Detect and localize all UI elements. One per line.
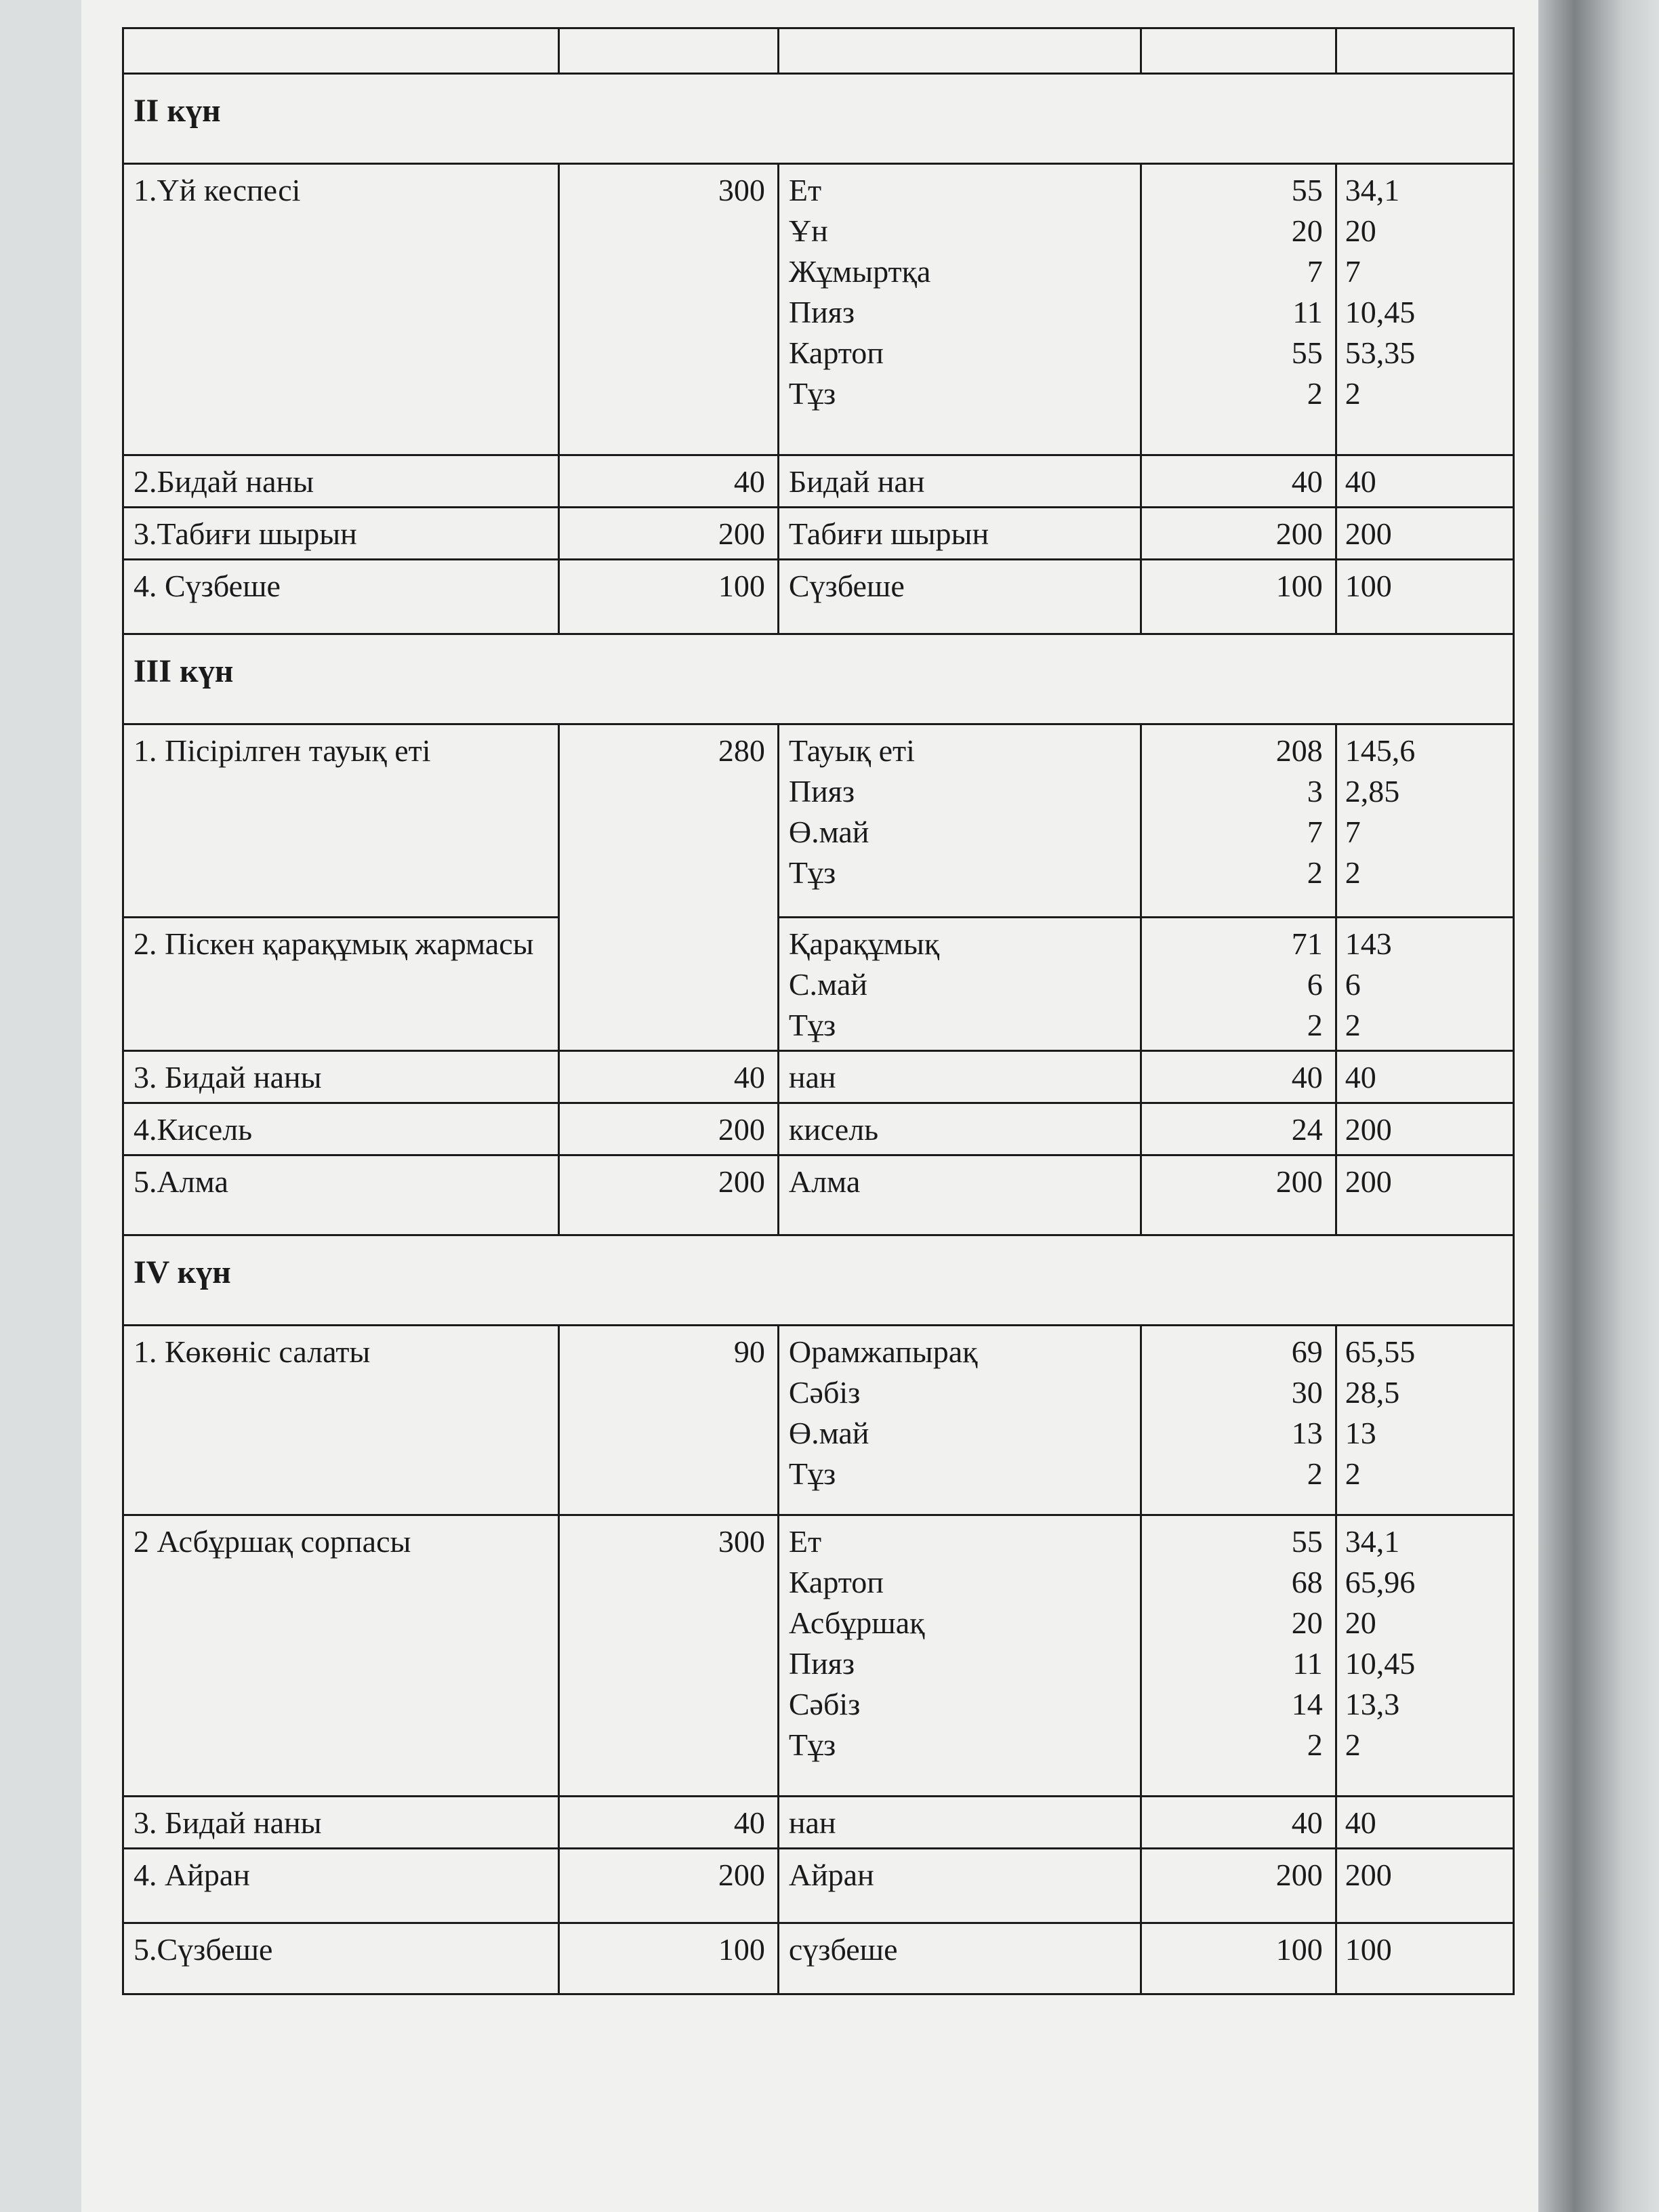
ingredient-line: Сүзбеше: [788, 569, 905, 603]
dish-row: [123, 1155, 1514, 1235]
ingredient-line: Жұмыртқа: [788, 254, 931, 289]
gross-weight: [1141, 1797, 1336, 1849]
ingredient-line: Тұз: [788, 1456, 836, 1491]
net-weight-line: 34,1: [1345, 173, 1400, 207]
ingredient-line: Ұн: [788, 213, 828, 248]
net-weight-line: 2: [1345, 1456, 1361, 1491]
gross-weight-line: 24: [1291, 1112, 1323, 1147]
portion-value: 200: [558, 1103, 778, 1155]
gross-weight: [1141, 455, 1336, 508]
net-weight: [1336, 918, 1513, 1051]
gross-weight: [1141, 724, 1336, 918]
dish-row: [123, 455, 1514, 508]
portion-value: 200: [558, 1155, 778, 1235]
gross-weight-line: 2: [1307, 1456, 1323, 1491]
ingredient-line: Пияз: [788, 774, 855, 808]
gross-weight-line: 7: [1307, 815, 1323, 849]
gross-weight-line: 55: [1291, 1524, 1323, 1559]
gross-weight-line: 2: [1307, 1008, 1323, 1042]
gross-weight: [1141, 1849, 1336, 1923]
dish-row: [123, 1797, 1514, 1849]
net-weight-line: 145,6: [1345, 733, 1416, 768]
portion-value: 300: [558, 1515, 778, 1797]
gross-weight-line: 68: [1291, 1565, 1323, 1599]
dish-row: [123, 1103, 1514, 1155]
gross-weight: [1141, 1515, 1336, 1797]
gross-weight-line: 100: [1275, 1932, 1323, 1967]
gross-weight-line: 30: [1291, 1375, 1323, 1410]
net-weight-line: 143: [1345, 926, 1392, 961]
gross-weight-line: 40: [1291, 464, 1323, 499]
gross-weight-line: 6: [1307, 967, 1323, 1002]
gross-weight-line: 3: [1307, 774, 1323, 808]
gross-weight: [1141, 508, 1336, 560]
net-weight: [1336, 1515, 1513, 1797]
ingredient-line: С.май: [788, 967, 867, 1002]
dish-name: 2.Бидай наны: [123, 455, 559, 508]
net-weight-line: 7: [1345, 254, 1361, 289]
gross-weight: [1141, 1051, 1336, 1103]
net-weight: [1336, 455, 1513, 508]
gross-weight: [1141, 1155, 1336, 1235]
dish-row: [123, 1849, 1514, 1923]
gross-weight-line: 100: [1275, 569, 1323, 603]
ingredient-line: Пияз: [788, 1646, 855, 1681]
ingredient: [778, 1849, 1141, 1923]
header-cell: [1336, 28, 1513, 74]
dish-name: 4. Сүзбеше: [123, 560, 559, 634]
gross-weight-line: 14: [1291, 1687, 1323, 1721]
ingredient-line: Ө.май: [788, 1416, 869, 1450]
ingredient: [778, 455, 1141, 508]
gross-weight-line: 7: [1307, 254, 1323, 289]
gross-weight: [1141, 560, 1336, 634]
dish-row: [123, 164, 1514, 455]
portion-value: 200: [558, 1849, 778, 1923]
dish-name: 1. Көкөніс салаты: [123, 1326, 559, 1515]
ingredient-line: Ет: [788, 1524, 822, 1559]
dish-row: [123, 1326, 1514, 1515]
gross-weight-line: 55: [1291, 173, 1323, 207]
portion-value: 280: [558, 724, 778, 1051]
scan-edge-shadow: [1538, 0, 1659, 2212]
dish-name: 3. Бидай наны: [123, 1797, 559, 1849]
dish-name: 4. Айран: [123, 1849, 559, 1923]
gross-weight-line: 20: [1291, 213, 1323, 248]
dish-name: 2 Асбұршақ сорпасы: [123, 1515, 559, 1797]
net-weight: [1336, 1051, 1513, 1103]
gross-weight-line: 200: [1275, 516, 1323, 551]
gross-weight-line: 20: [1291, 1605, 1323, 1640]
ingredient-line: Тұз: [788, 855, 836, 890]
portion-value: 100: [558, 560, 778, 634]
day-header-row: [123, 74, 1514, 164]
gross-weight-line: 55: [1291, 335, 1323, 370]
net-weight-line: 100: [1345, 569, 1392, 603]
ingredient-line: Айран: [788, 1858, 874, 1892]
ingredient-line: нан: [788, 1805, 836, 1840]
menu-table: [122, 27, 1515, 1995]
net-weight-line: 6: [1345, 967, 1361, 1002]
dish-row: [123, 1515, 1514, 1797]
header-cell: [558, 28, 778, 74]
gross-weight: [1141, 1326, 1336, 1515]
net-weight: [1336, 508, 1513, 560]
ingredient: [778, 1051, 1141, 1103]
net-weight-line: 65,96: [1345, 1565, 1416, 1599]
ingredient: [778, 724, 1141, 918]
portion-value: 200: [558, 508, 778, 560]
gross-weight-line: 200: [1275, 1164, 1323, 1199]
document-page: [81, 0, 1538, 2212]
gross-weight-line: 40: [1291, 1805, 1323, 1840]
dish-name: 2. Піскен қарақұмық жармасы: [123, 918, 559, 1051]
net-weight: [1336, 560, 1513, 634]
ingredient: [778, 1326, 1141, 1515]
header-cell: [123, 28, 559, 74]
day-title: III күн: [123, 634, 1514, 724]
gross-weight: [1141, 164, 1336, 455]
dish-row: [123, 560, 1514, 634]
net-weight-line: 13,3: [1345, 1687, 1400, 1721]
net-weight-line: 13: [1345, 1416, 1376, 1450]
ingredient-line: Тұз: [788, 1727, 836, 1762]
net-weight: [1336, 1849, 1513, 1923]
ingredient-line: Асбұршақ: [788, 1605, 925, 1640]
ingredient-line: Орамжапырақ: [788, 1334, 978, 1369]
ingredient-line: Тауық еті: [788, 733, 915, 768]
net-weight-line: 2: [1345, 376, 1361, 411]
net-weight: [1336, 1797, 1513, 1849]
ingredient-line: Картоп: [788, 335, 884, 370]
ingredient-line: Пияз: [788, 295, 855, 329]
gross-weight-line: 11: [1292, 295, 1323, 329]
portion-value: 90: [558, 1326, 778, 1515]
net-weight-line: 65,55: [1345, 1334, 1416, 1369]
ingredient: [778, 1515, 1141, 1797]
gross-weight-line: 13: [1291, 1416, 1323, 1450]
ingredient: [778, 1155, 1141, 1235]
ingredient-line: Алма: [788, 1164, 861, 1199]
dish-row: [123, 1051, 1514, 1103]
net-weight-line: 2: [1345, 1727, 1361, 1762]
ingredient-line: Табиғи шырын: [788, 516, 989, 551]
net-weight-line: 7: [1345, 815, 1361, 849]
net-weight: [1336, 724, 1513, 918]
ingredient: [778, 560, 1141, 634]
net-weight-line: 2: [1345, 855, 1361, 890]
portion-value: 40: [558, 1051, 778, 1103]
net-weight-line: 40: [1345, 1805, 1376, 1840]
net-weight: [1336, 164, 1513, 455]
ingredient: [778, 508, 1141, 560]
portion-value: 40: [558, 1797, 778, 1849]
gross-weight-line: 2: [1307, 855, 1323, 890]
gross-weight-line: 71: [1291, 926, 1323, 961]
net-weight-line: 40: [1345, 464, 1376, 499]
gross-weight-line: 69: [1291, 1334, 1323, 1369]
gross-weight-line: 40: [1291, 1060, 1323, 1094]
gross-weight: [1141, 918, 1336, 1051]
ingredient: [778, 164, 1141, 455]
ingredient: [778, 1923, 1141, 1994]
header-cell: [1141, 28, 1336, 74]
header-cell: [778, 28, 1141, 74]
net-weight-line: 20: [1345, 213, 1376, 248]
net-weight-line: 40: [1345, 1060, 1376, 1094]
gross-weight-line: 200: [1275, 1858, 1323, 1892]
net-weight: [1336, 1326, 1513, 1515]
ingredient: [778, 918, 1141, 1051]
gross-weight: [1141, 1923, 1336, 1994]
ingredient-line: Ет: [788, 173, 822, 207]
net-weight-line: 200: [1345, 1858, 1392, 1892]
ingredient-line: Бидай нан: [788, 464, 925, 499]
ingredient-line: Тұз: [788, 376, 836, 411]
net-weight-line: 200: [1345, 1164, 1392, 1199]
net-weight-line: 10,45: [1345, 295, 1416, 329]
ingredient-line: Сәбіз: [788, 1687, 861, 1721]
net-weight: [1336, 1155, 1513, 1235]
day-header-row: [123, 634, 1514, 724]
net-weight-line: 20: [1345, 1605, 1376, 1640]
net-weight-line: 200: [1345, 1112, 1392, 1147]
gross-weight-line: 11: [1292, 1646, 1323, 1681]
dish-row: [123, 1923, 1514, 1994]
gross-weight: [1141, 1103, 1336, 1155]
blank-header-row: [123, 28, 1514, 74]
day-header-row: [123, 1235, 1514, 1326]
portion-value: 300: [558, 164, 778, 455]
gross-weight-line: 2: [1307, 376, 1323, 411]
dish-row: [123, 918, 1514, 1051]
ingredient-line: Сәбіз: [788, 1375, 861, 1410]
dish-name: 1.Үй кеспесі: [123, 164, 559, 455]
portion-value: 100: [558, 1923, 778, 1994]
dish-row: [123, 724, 1514, 918]
gross-weight-line: 2: [1307, 1727, 1323, 1762]
net-weight: [1336, 1103, 1513, 1155]
net-weight-line: 200: [1345, 516, 1392, 551]
dish-name: 5.Алма: [123, 1155, 559, 1235]
net-weight-line: 10,45: [1345, 1646, 1416, 1681]
ingredient: [778, 1797, 1141, 1849]
dish-name: 3.Табиғи шырын: [123, 508, 559, 560]
ingredient-line: сүзбеше: [788, 1932, 898, 1967]
net-weight-line: 34,1: [1345, 1524, 1400, 1559]
ingredient-line: Тұз: [788, 1008, 836, 1042]
ingredient-line: кисель: [788, 1112, 879, 1147]
ingredient-line: нан: [788, 1060, 836, 1094]
gross-weight-line: 208: [1275, 733, 1323, 768]
ingredient-line: Ө.май: [788, 815, 869, 849]
day-title: II күн: [123, 74, 1514, 164]
net-weight-line: 28,5: [1345, 1375, 1400, 1410]
dish-name: 4.Кисель: [123, 1103, 559, 1155]
net-weight-line: 53,35: [1345, 335, 1416, 370]
net-weight-line: 100: [1345, 1932, 1392, 1967]
ingredient: [778, 1103, 1141, 1155]
dish-name: 5.Сүзбеше: [123, 1923, 559, 1994]
dish-name: 1. Пісірілген тауық еті: [123, 724, 559, 918]
net-weight: [1336, 1923, 1513, 1994]
dish-row: [123, 508, 1514, 560]
day-title: IV күн: [123, 1235, 1514, 1326]
ingredient-line: Қарақұмық: [788, 926, 940, 961]
ingredient-line: Картоп: [788, 1565, 884, 1599]
dish-name: 3. Бидай наны: [123, 1051, 559, 1103]
portion-value: 40: [558, 455, 778, 508]
net-weight-line: 2,85: [1345, 774, 1400, 808]
net-weight-line: 2: [1345, 1008, 1361, 1042]
